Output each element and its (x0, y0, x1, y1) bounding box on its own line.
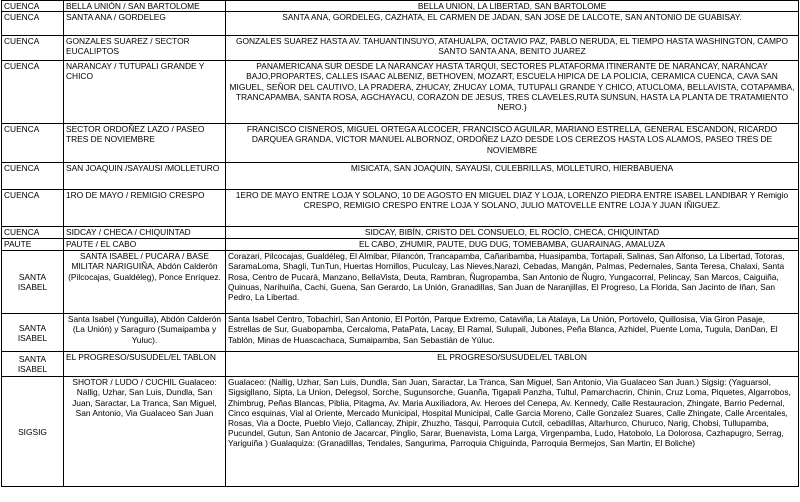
table-row (2, 239, 799, 251)
table-row (2, 1, 799, 12)
sector-cell: EL PROGRESO/SUSUDEL/EL TABLON (64, 352, 226, 377)
route-cell: SANTA ANA, GORDELEG, CAZHATA, EL CARMEN DE JADAN, SAN JOSE DE LALCOTE, SAN ANTONIO DE GUABISAY. (226, 12, 799, 36)
table-row (2, 251, 799, 314)
canton-cell: SANTA ISABEL (2, 251, 64, 314)
route-cell: 1ERO DE MAYO ENTRE LOJA Y SOLANO, 10 DE AGOSTO EN MIGUEL DIAZ Y LOJA, LORENZO PIEDRA ENTRE ISABEL LANDIBAR Y Remigio CRESPO, REMIGIO CRESPO ENTRE LOJA Y SOLANO, JULIO MATOVELLE ENTRE LOJA Y JUAN IÑIGUEZ. (226, 190, 799, 227)
sector-cell: SECTOR ORDOÑEZ LAZO / PASEO TRES DE NOVIEMBRE (64, 124, 226, 163)
canton-cell: CUENCA (2, 1, 64, 12)
canton-cell: CUENCA (2, 190, 64, 227)
sector-cell: SHOTOR / LUDO / CUCHIL Gualaceo: Nallig, Uzhar, San Luis, Dundla, San Juan, Saractar, La Tranca, San Miguel, San Antonio, Via Gualaceo San Juan (64, 377, 226, 487)
table-row (2, 377, 799, 487)
canton-cell: CUENCA (2, 36, 64, 61)
route-cell: PANAMERICANA SUR DESDE LA NARANCAY HASTA TARQUI, SECTORES PLATAFORMA ITINERANTE DE NARANCAY, NARANCAY BAJO,PROPARTES, CALLES ISAAC ALBENIZ, BETHOVEN, MOZART, ESCUELA HIPICA DE LA POLICIA, CERAMICA CUENCA, CAVA SAN MIGUEL, SEÑOR DEL CAUTIVO, LA PRADERA, ZHUCAY, ZHUCAY LOMA, TUTUPALI GRANDE Y CHICO, ATUCLOMA, BELLAVISTA, COTAPAMBA, TRANCAPAMBA, SANTA ROSA, AGCHAYACU, CORAZON DE JESUS, TRES CLAVELES,RUTA SUNSUN, HASTA LA PLANTA DE TRATAMIENTO NERO.} (226, 61, 799, 124)
sector-cell: SAN JOAQUIN /SAYAUSI /MOLLETURO (64, 163, 226, 190)
table-row (2, 124, 799, 163)
canton-cell: SANTA ISABEL (2, 352, 64, 377)
route-cell: GONZALES SUAREZ HASTA AV. TAHUANTINSUYO, ATAHUALPA, OCTAVIO PAZ, PABLO NERUDA, EL TIEMPO HASTA WASHINGTON, CAMPO SANTO SANTA ANA, BENITO JUAREZ (226, 36, 799, 61)
route-cell: EL CABO, ZHUMIR, PAUTE, DUG DUG, TOMEBAMBA, GUARAINAG, AMALUZA (226, 239, 799, 251)
table-row (2, 227, 799, 239)
route-cell: Santa Isabel Centro, Tobachirí, San Antonio, El Portón, Parque Extremo, Cataviña, La Atalaya, La Unión, Portovelo, Quillosisa, Via Giron Pasaje, Estrellas de Sur, Guabopamba, Cercaloma, PataPata, Lacay, El Ramal, Sulupali, Jubones, Peña Blanca, Azhidel, Puente Loma, Tugula, DanDan, El Tablón, Minas de Huascachaca, Sumaipamba, San Sebastián de Yúluc. (226, 314, 799, 352)
canton-cell: CUENCA (2, 227, 64, 239)
route-cell: MISICATA, SAN JOAQUIN, SAYAUSI, CULEBRILLAS, MOLLETURO, HIERBABUENA (226, 163, 799, 190)
sector-cell: BELLA UNIÓN / SAN BARTOLOME (64, 1, 226, 12)
sector-cell: 1RO DE MAYO / REMIGIO CRESPO (64, 190, 226, 227)
canton-cell: SANTA ISABEL (2, 314, 64, 352)
route-cell: EL PROGRESO/SUSUDEL/EL TABLON (226, 352, 799, 377)
canton-cell: PAUTE (2, 239, 64, 251)
sector-cell: PAUTE / EL CABO (64, 239, 226, 251)
route-cell: Corazari, Pilcocajas, Gualdéleg, El Almibar, Pilancón, Trancapamba, Cañaribamba, Huasipamba, Tortapali, Salinas, San Alfonso, La Libertad, Totoras, SaramaLoma, Shagli, TunTun, Huertas Hornillos, Puculcay, Las Nieves,Narazi, Cebadas, Mangán, Palmas, Pedernales, Santa Teresa, Chalaxi, Santa Rosa, Centro de Pucará, Manzano, BellaVista, Deuta, Rambran, Ñugropamba, San Antonio de Ñugro, Yungacorral, Pelincay, San Marcos, Caiguiña, Quinuas, Narihuiña, Cachi, Guena, San Gerardo, La Unión, Granadillas, San Juan de Naranjillas, El Progreso, La Florida, San Jacinto de Iñan, San Pedro, La Libertad. (226, 251, 799, 314)
sector-cell: SIDCAY / CHECA / CHIQUINTAD (64, 227, 226, 239)
route-cell: BELLA UNION, LA LIBERTAD, SAN BARTOLOME (226, 1, 799, 12)
route-cell: Gualaceo: (Nallig, Uzhar, San Luis, Dundla, San Juan, Saractar, La Tranca, San Miguel, San Antonio, Via Gualaceo San Juan.) Sigsig: (Yaguarsol, Sigsigllano, Sipta, La Union, Delegsol, Sorche, Sugunsorche, Guanña, Tigapali Panzha, Tultul, Pamarchacrin, Chinin, Cruz Loma, Piquetes, Algarrobos, Zhimbrug, Peñas Blancas, Piblia, Pitagma, Av. Maria Auxiliadora, Av. Heroes del Cenepa, Av. Kennedy, Calle Restauracion, Zhingate, Barrio Pedernal, Cinco esquinas, Vial al Oriente, Mercado Municipal, Hospital Municipal, Calle Garcia Moreno, Calle Gonzalez Suares, Calle Zhingate, Calle Arcentales, Rosas, Via a Docte, Pueblo Viejo, Callancay, Zhipir, Zhuzho, Tasqui, Parroquia Cutcil, cebadillas, Altarhurco, Churuco, Narig, Chobsi, Tullupamba, Pucundel, Gutun, San Antonio de Jacarcar, Pinglio, Sarar, Buenavista, Loma Larga, Virgenpamba, Ludo, Hatobolo, La Dolorosa, Cazhapugro, Serrag, Yariguiña ) Gualaquiza: (Granadillas, Tendales, Sangurima, Parroquia Chiguinda, Parroquia Bermejos, San Martin, El Boliche) (226, 377, 799, 487)
table-row (2, 12, 799, 36)
canton-cell: CUENCA (2, 163, 64, 190)
sector-cell: SANTA ISABEL / PUCARA / BASE MILITAR NARIGUIÑA, Abdón Calderón (Pilcocajas, Gualdéleg), Ponce Enríquez. (64, 251, 226, 314)
route-cell: FRANCISCO CISNEROS, MIGUEL ORTEGA ALCOCER, FRANCISCO AGUILAR, MARIANO ESTRELLA, GENERAL ESCANDON, RICARDO DARQUEA GRANDA, VICTOR MANUEL ALBORNOZ, ORDOÑEZ LAZO DESDE LOS CEREZOS HASTA LOS ALAMOS, PASEO TRES DE NOVIEMBRE (226, 124, 799, 163)
canton-cell: CUENCA (2, 61, 64, 124)
sector-cell: NARANCAY / TUTUPALI GRANDE Y CHICO (64, 61, 226, 124)
table-row (2, 163, 799, 190)
sector-cell: Santa Isabel (Yunguilla), Abdón Calderón (La Unión) y Saraguro (Sumaipamba y Yuluc). (64, 314, 226, 352)
sector-schedule-table (1, 0, 799, 487)
canton-cell: CUENCA (2, 124, 64, 163)
table-row (2, 36, 799, 61)
sector-cell: SANTA ANA / GORDELEG (64, 12, 226, 36)
table-row (2, 190, 799, 227)
route-cell: SIDCAY, BIBÍN, CRISTO DEL CONSUELO, EL ROCÍO, CHECA, CHIQUINTAD (226, 227, 799, 239)
canton-cell: SIGSIG (2, 377, 64, 487)
table-row (2, 352, 799, 377)
sector-cell: GONZALES SUAREZ / SECTOR EUCALIPTOS (64, 36, 226, 61)
table-row (2, 314, 799, 352)
table-row (2, 61, 799, 124)
canton-cell: CUENCA (2, 12, 64, 36)
